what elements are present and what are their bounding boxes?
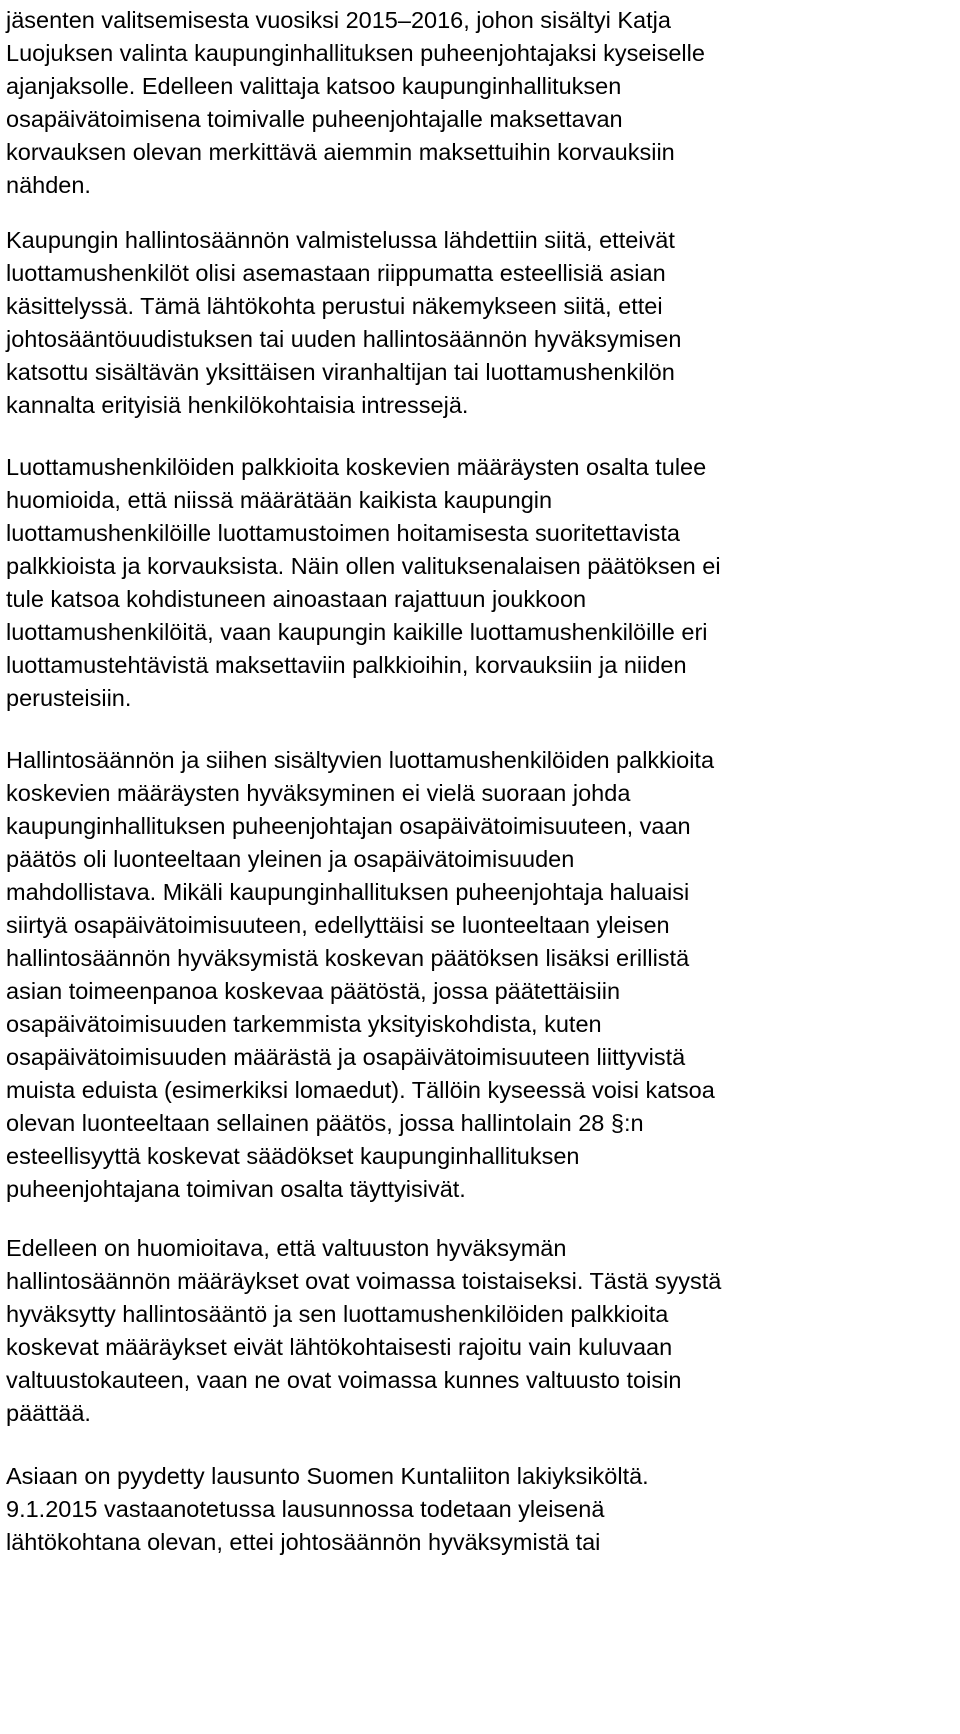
text-line: huomioida, että niissä määrätään kaikista kaupungin — [6, 487, 553, 513]
text-line: Hallintosäännön ja siihen sisältyvien luottamushenkilöiden palkkioita — [6, 747, 715, 773]
text-line: nähden. — [6, 172, 91, 198]
text-line: olevan luonteeltaan sellainen päätös, jossa hallintolain 28 §:n — [6, 1110, 644, 1136]
text-line: päättää. — [6, 1400, 91, 1426]
text-line: korvauksen olevan merkittävä aiemmin maksettuihin korvauksiin — [6, 139, 675, 165]
text-line: koskevien määräysten hyväksyminen ei vielä suoraan johda — [6, 780, 631, 806]
text-line: perusteisiin. — [6, 685, 132, 711]
text-line: päätös oli luonteeltaan yleinen ja osapäivätoimisuuden — [6, 846, 575, 872]
text-line: esteellisyyttä koskevat säädökset kaupunginhallituksen — [6, 1143, 580, 1169]
text-line: puheenjohtajana toimivan osalta täyttyisivät. — [6, 1176, 466, 1202]
text-line: Asiaan on pyydetty lausunto Suomen Kuntaliiton lakiyksiköltä. — [6, 1463, 649, 1489]
text-line: luottamushenkilöitä, vaan kaupungin kaikille luottamushenkilöille eri — [6, 619, 708, 645]
text-line: hyväksytty hallintosääntö ja sen luottamushenkilöiden palkkioita — [6, 1301, 669, 1327]
text-line: jäsenten valitsemisesta vuosiksi 2015–2016, johon sisältyi Katja — [6, 7, 671, 33]
text-line: katsottu sisältävän yksittäisen viranhaltijan tai luottamushenkilön — [6, 359, 675, 385]
text-line: Luojuksen valinta kaupunginhallituksen puheenjohtajaksi kyseiselle — [6, 40, 705, 66]
text-line: palkkioista ja korvauksista. Näin ollen valituksenalaisen päätöksen ei — [6, 553, 721, 579]
text-line: osapäivätoimisena toimivalle puheenjohtajalle maksettavan — [6, 106, 623, 132]
paragraph-2 — [6, 224, 681, 422]
paragraph-1 — [6, 4, 705, 202]
text-line: johtosääntöuudistuksen tai uuden hallintosäännön hyväksymisen — [6, 326, 682, 352]
text-line: koskevat määräykset eivät lähtökohtaisesti rajoitu vain kuluvaan — [6, 1334, 673, 1360]
paragraph-5 — [6, 1232, 721, 1430]
text-line: hallintosäännön hyväksymistä koskevan päätöksen lisäksi erillistä — [6, 945, 690, 971]
text-line: luottamushenkilöille luottamustoimen hoitamisesta suoritettavista — [6, 520, 680, 546]
text-line: luottamushenkilöt olisi asemastaan riippumatta esteellisiä asian — [6, 260, 666, 286]
text-line: käsittelyssä. Tämä lähtökohta perustui näkemykseen siitä, ettei — [6, 293, 663, 319]
text-line: Edelleen on huomioitava, että valtuuston hyväksymän — [6, 1235, 567, 1261]
text-line: valtuustokauteen, vaan ne ovat voimassa kunnes valtuusto toisin — [6, 1367, 682, 1393]
text-line: Luottamushenkilöiden palkkioita koskevien määräysten osalta tulee — [6, 454, 707, 480]
paragraph-3 — [6, 451, 721, 715]
paragraph-4 — [6, 744, 715, 1206]
text-line: kannalta erityisiä henkilökohtaisia intressejä. — [6, 392, 469, 418]
text-line: hallintosäännön määräykset ovat voimassa toistaiseksi. Tästä syystä — [6, 1268, 722, 1294]
text-line: 9.1.2015 vastaanotetussa lausunnossa todetaan yleisenä — [6, 1496, 605, 1522]
text-line: kaupunginhallituksen puheenjohtajan osapäivätoimisuuteen, vaan — [6, 813, 691, 839]
text-line: luottamustehtävistä maksettaviin palkkioihin, korvauksiin ja niiden — [6, 652, 687, 678]
text-line: siirtyä osapäivätoimisuuteen, edellyttäisi se luonteeltaan yleisen — [6, 912, 670, 938]
text-line: mahdollistava. Mikäli kaupunginhallituksen puheenjohtaja haluaisi — [6, 879, 690, 905]
text-line: tule katsoa kohdistuneen ainoastaan rajattuun joukkoon — [6, 586, 587, 612]
text-line: osapäivätoimisuuden määrästä ja osapäivätoimisuuteen liittyvistä — [6, 1044, 686, 1070]
text-line: muista eduista (esimerkiksi lomaedut). Tällöin kyseessä voisi katsoa — [6, 1077, 715, 1103]
text-line: osapäivätoimisuuden tarkemmista yksityiskohdista, kuten — [6, 1011, 602, 1037]
text-line: Kaupungin hallintosäännön valmistelussa lähdettiin siitä, etteivät — [6, 227, 675, 253]
paragraph-6 — [6, 1460, 649, 1559]
text-line: ajanjaksolle. Edelleen valittaja katsoo kaupunginhallituksen — [6, 73, 622, 99]
text-line: asian toimeenpanoa koskevaa päätöstä, jossa päätettäisiin — [6, 978, 621, 1004]
text-line: lähtökohtana olevan, ettei johtosäännön hyväksymistä tai — [6, 1529, 601, 1555]
